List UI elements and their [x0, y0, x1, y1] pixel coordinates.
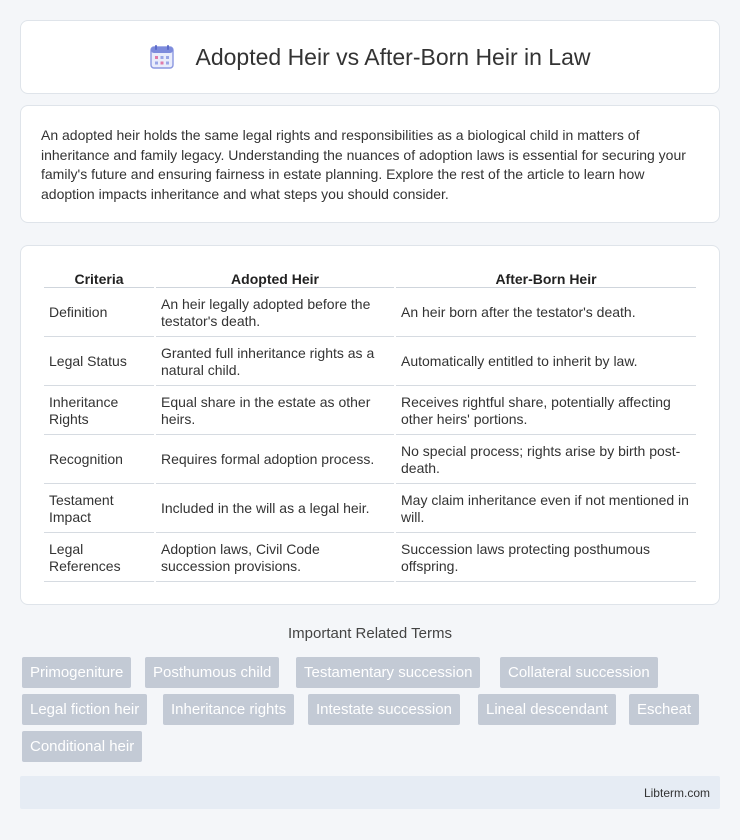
calendar-icon	[149, 44, 175, 70]
footer-site-link[interactable]: Libterm.com	[643, 786, 710, 800]
row-criteria: Definition	[44, 290, 154, 337]
tag-conditional-heir[interactable]: Conditional heir	[22, 731, 142, 762]
tag-intestate-succession[interactable]: Intestate succession	[308, 694, 460, 725]
row-after-born: An heir born after the testator's death.	[396, 290, 696, 337]
row-adopted: Requires formal adoption process.	[156, 437, 394, 484]
header-after-born-heir: After-Born Heir	[396, 268, 696, 288]
table-row	[44, 535, 696, 582]
table-row	[44, 290, 696, 337]
row-after-born: Succession laws protecting posthumous offspring.	[396, 535, 696, 582]
comparison-card	[20, 245, 720, 605]
title-card	[20, 20, 720, 94]
row-after-born: May claim inheritance even if not mentioned in will.	[396, 486, 696, 533]
row-criteria: Inheritance Rights	[44, 388, 154, 435]
row-adopted: Adoption laws, Civil Code succession provisions.	[156, 535, 394, 582]
row-criteria: Recognition	[44, 437, 154, 484]
row-criteria: Legal Status	[44, 339, 154, 386]
intro-paragraph: An adopted heir holds the same legal rights and responsibilities as a biological child in matters of inheritance and family legacy. Understanding the nuances of adoption laws is essential for securing your family's future and ensuring fairness in estate planning. Explore the rest of the article to learn how adoption impacts inheritance and what steps you should consider.	[41, 127, 686, 202]
tag-legal-fiction-heir[interactable]: Legal fiction heir	[22, 694, 147, 725]
tag-escheat[interactable]: Escheat	[629, 694, 699, 725]
tag-collateral-succession[interactable]: Collateral succession	[500, 657, 658, 688]
tag-inheritance-rights[interactable]: Inheritance rights	[163, 694, 294, 725]
row-adopted: Equal share in the estate as other heirs.	[156, 388, 394, 435]
table-row	[44, 339, 696, 386]
page-title: Adopted Heir vs After-Born Heir in Law	[195, 43, 591, 70]
header-adopted-heir: Adopted Heir	[156, 268, 394, 288]
related-terms-title: Important Related Terms	[288, 625, 452, 642]
row-adopted: Granted full inheritance rights as a natural child.	[156, 339, 394, 386]
table-row	[44, 388, 696, 435]
header-criteria: Criteria	[44, 268, 154, 288]
row-adopted: An heir legally adopted before the testator's death.	[156, 290, 394, 337]
row-adopted: Included in the will as a legal heir.	[156, 486, 394, 533]
tag-testamentary-succession[interactable]: Testamentary succession	[296, 657, 480, 688]
row-after-born: No special process; rights arise by birth post-death.	[396, 437, 696, 484]
table-row	[44, 486, 696, 533]
comparison-table	[42, 266, 698, 584]
intro-card	[20, 105, 720, 223]
row-after-born: Automatically entitled to inherit by law.	[396, 339, 696, 386]
tag-primogeniture[interactable]: Primogeniture	[22, 657, 131, 688]
table-header-row	[44, 268, 696, 288]
row-criteria: Legal References	[44, 535, 154, 582]
row-criteria: Testament Impact	[44, 486, 154, 533]
table-row	[44, 437, 696, 484]
tag-lineal-descendant[interactable]: Lineal descendant	[478, 694, 616, 725]
tag-posthumous-child[interactable]: Posthumous child	[145, 657, 279, 688]
row-after-born: Receives rightful share, potentially affecting other heirs' portions.	[396, 388, 696, 435]
footer	[20, 776, 720, 809]
